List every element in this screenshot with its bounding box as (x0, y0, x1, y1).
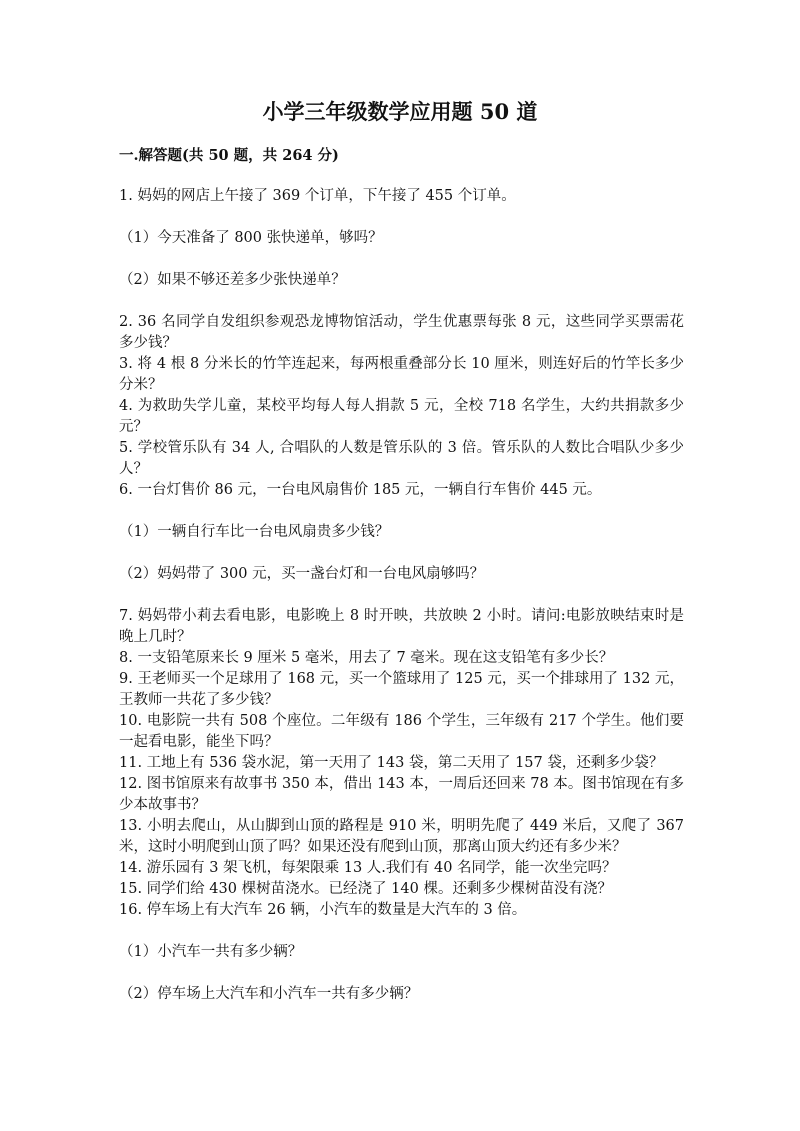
question-4: 4. 为救助失学儿童，某校平均每人每人捐款 5 元，全校 718 名学生，大约共捐款多少元？ (119, 398, 684, 435)
section-heading: 一.解答题(共 50 题，共 264 分) (119, 147, 339, 164)
question-11: 11. 工地上有 536 袋水泥，第一天用了 143 袋，第二天用了 157 袋，还剩多少袋？ (119, 755, 664, 771)
question-10: 10. 电影院一共有 508 个座位。二年级有 186 个学生，三年级有 217 个学生。他们要一起看电影，能坐下吗？ (119, 713, 684, 750)
question-1: 1. 妈妈的网店上午接了 369 个订单，下午接了 455 个订单。 (119, 188, 516, 204)
question-13: 13. 小明去爬山，从山脚到山顶的路程是 910 米，明明先爬了 449 米后，又爬了 367 米，这时小明爬到山顶了吗？如果还没有爬到山顶，那离山顶大约还有多少米？ (119, 818, 684, 855)
question-16-sub-1: （1）小汽车一共有多少辆？ (119, 944, 303, 960)
question-14: 14. 游乐园有 3 架飞机，每架限乘 13 人.我们有 40 名同学，能一次坐完吗？ (119, 860, 617, 876)
question-9: 9. 王老师买一个足球用了 168 元，买一个篮球用了 125 元，买一个排球用了 132 元，王教师一共花了多少钱？ (119, 671, 684, 708)
question-6-sub-1: （1）一辆自行车比一台电风扇贵多少钱？ (119, 524, 390, 540)
question-2: 2. 36 名同学自发组织参观恐龙博物馆活动，学生优惠票每张 8 元，这些同学买票需花多少钱？ (119, 314, 684, 351)
question-8: 8. 一支铅笔原来长 9 厘米 5 毫米，用去了 7 毫米。现在这支铅笔有多少长？ (119, 650, 614, 666)
question-12: 12. 图书馆原来有故事书 350 本，借出 143 本，一周后还回来 78 本。图书馆现在有多少本故事书？ (119, 776, 684, 813)
question-list (119, 186, 684, 1026)
question-1-sub-1: （1）今天准备了 800 张快递单，够吗？ (119, 230, 383, 246)
question-16-sub-2: （2）停车场上大汽车和小汽车一共有多少辆？ (119, 986, 419, 1002)
question-15: 15. 同学们给 430 棵树苗浇水。已经浇了 140 棵。还剩多少棵树苗没有浇？ (119, 881, 612, 897)
question-6-sub-2: （2）妈妈带了 300 元，买一盏台灯和一台电风扇够吗？ (119, 566, 485, 582)
question-3: 3. 将 4 根 8 分米长的竹竿连起来，每两根重叠部分长 10 厘米，则连好后的竹竿长多少分米？ (119, 356, 684, 393)
question-5: 5. 学校管乐队有 34 人, 合唱队的人数是管乐队的 3 倍。管乐队的人数比合唱队少多少人？ (119, 440, 684, 477)
question-7: 7. 妈妈带小莉去看电影，电影晚上 8 时开映，共放映 2 小时。请问:电影放映结束时是晚上几时？ (119, 608, 684, 645)
question-6: 6. 一台灯售价 86 元，一台电风扇售价 185 元，一辆自行车售价 445 元。 (119, 482, 602, 498)
question-1-sub-2: （2）如果不够还差多少张快递单？ (119, 272, 346, 288)
page-title: 小学三年级数学应用题 50 道 (262, 99, 538, 124)
question-16: 16. 停车场上有大汽车 26 辆，小汽车的数量是大汽车的 3 倍。 (119, 902, 527, 918)
